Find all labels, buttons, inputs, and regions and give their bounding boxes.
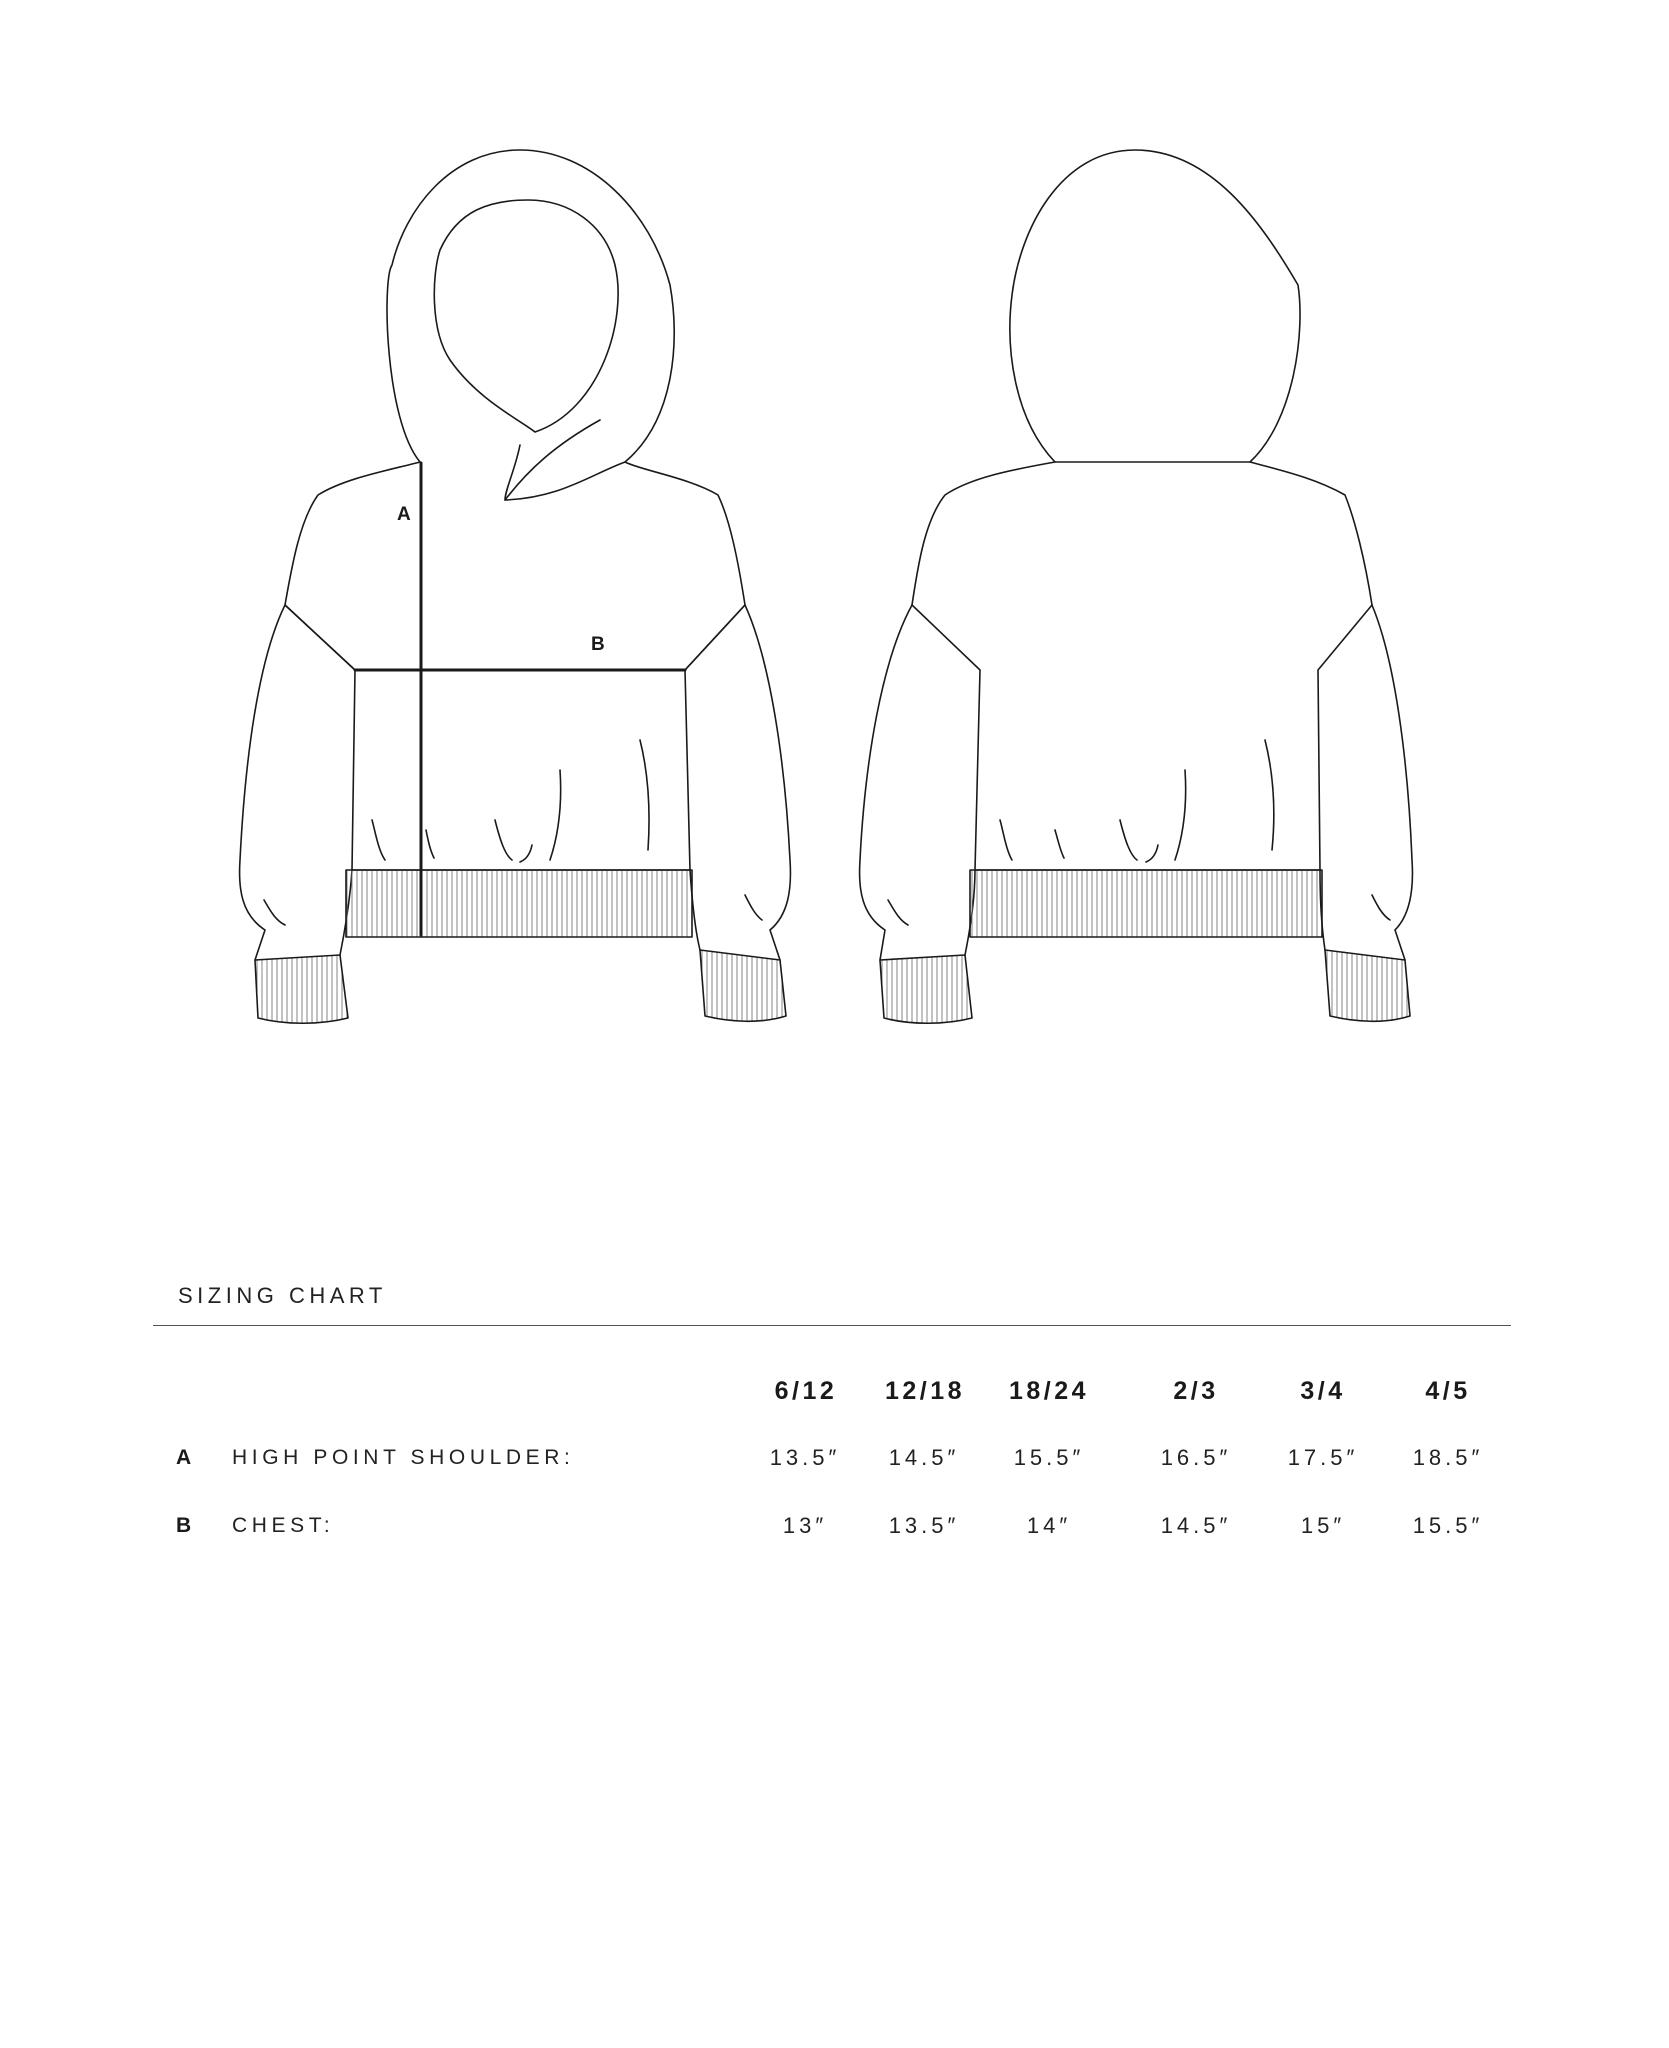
front-raglan-left bbox=[285, 605, 355, 670]
back-cuff-right bbox=[1325, 950, 1410, 1021]
cell-a-12-18: 14.5″ bbox=[888, 1445, 960, 1470]
size-header-12-18: 12/18 bbox=[884, 1377, 966, 1405]
front-cuff-left bbox=[255, 955, 348, 1023]
back-hem-rib bbox=[970, 870, 1322, 937]
row-name-high-point-shoulder: HIGH POINT SHOULDER: bbox=[232, 1446, 575, 1469]
front-sleeve-right bbox=[690, 605, 790, 960]
size-header-4-5: 4/5 bbox=[1425, 1377, 1471, 1405]
cell-a-4-5: 18.5″ bbox=[1412, 1445, 1484, 1470]
front-body bbox=[285, 462, 745, 870]
back-sleeve-left bbox=[860, 605, 975, 960]
cell-b-4-5: 15.5″ bbox=[1412, 1513, 1484, 1538]
size-header-6-12: 6/12 bbox=[774, 1377, 838, 1405]
cell-b-6-12: 13″ bbox=[782, 1513, 828, 1538]
size-header-3-4: 3/4 bbox=[1300, 1377, 1346, 1405]
hoodie-back bbox=[860, 150, 1413, 1023]
cell-a-18-24: 15.5″ bbox=[1013, 1445, 1085, 1470]
hoodie-front bbox=[240, 150, 791, 1023]
front-hem-rib bbox=[346, 870, 692, 937]
cell-b-3-4: 15″ bbox=[1300, 1513, 1346, 1538]
cell-a-3-4: 17.5″ bbox=[1287, 1445, 1359, 1470]
size-header-2-3: 2/3 bbox=[1173, 1377, 1219, 1405]
cell-a-2-3: 16.5″ bbox=[1160, 1445, 1232, 1470]
size-header-18-24: 18/24 bbox=[1008, 1377, 1090, 1405]
back-body bbox=[912, 462, 1372, 870]
cell-b-18-24: 14″ bbox=[1026, 1513, 1072, 1538]
front-hood-outer bbox=[387, 150, 674, 462]
back-sleeve-right bbox=[1320, 605, 1412, 960]
title-divider bbox=[153, 1325, 1511, 1326]
sizing-chart-title: SIZING CHART bbox=[178, 1283, 387, 1308]
row-key-b: B bbox=[176, 1514, 192, 1537]
front-hood-overlap bbox=[505, 420, 600, 500]
back-cuff-left bbox=[880, 955, 972, 1023]
cell-b-2-3: 14.5″ bbox=[1160, 1513, 1232, 1538]
front-hood-opening bbox=[434, 200, 618, 432]
front-sleeve-left bbox=[240, 605, 352, 960]
back-hood bbox=[1010, 150, 1300, 462]
cell-b-12-18: 13.5″ bbox=[888, 1513, 960, 1538]
measure-label-a: A bbox=[397, 504, 411, 525]
front-raglan-right bbox=[685, 605, 745, 670]
row-key-a: A bbox=[176, 1446, 192, 1469]
cell-a-6-12: 13.5″ bbox=[769, 1445, 841, 1470]
front-cuff-right bbox=[700, 950, 786, 1021]
measure-label-b: B bbox=[591, 634, 605, 655]
row-name-chest: CHEST: bbox=[232, 1514, 335, 1537]
